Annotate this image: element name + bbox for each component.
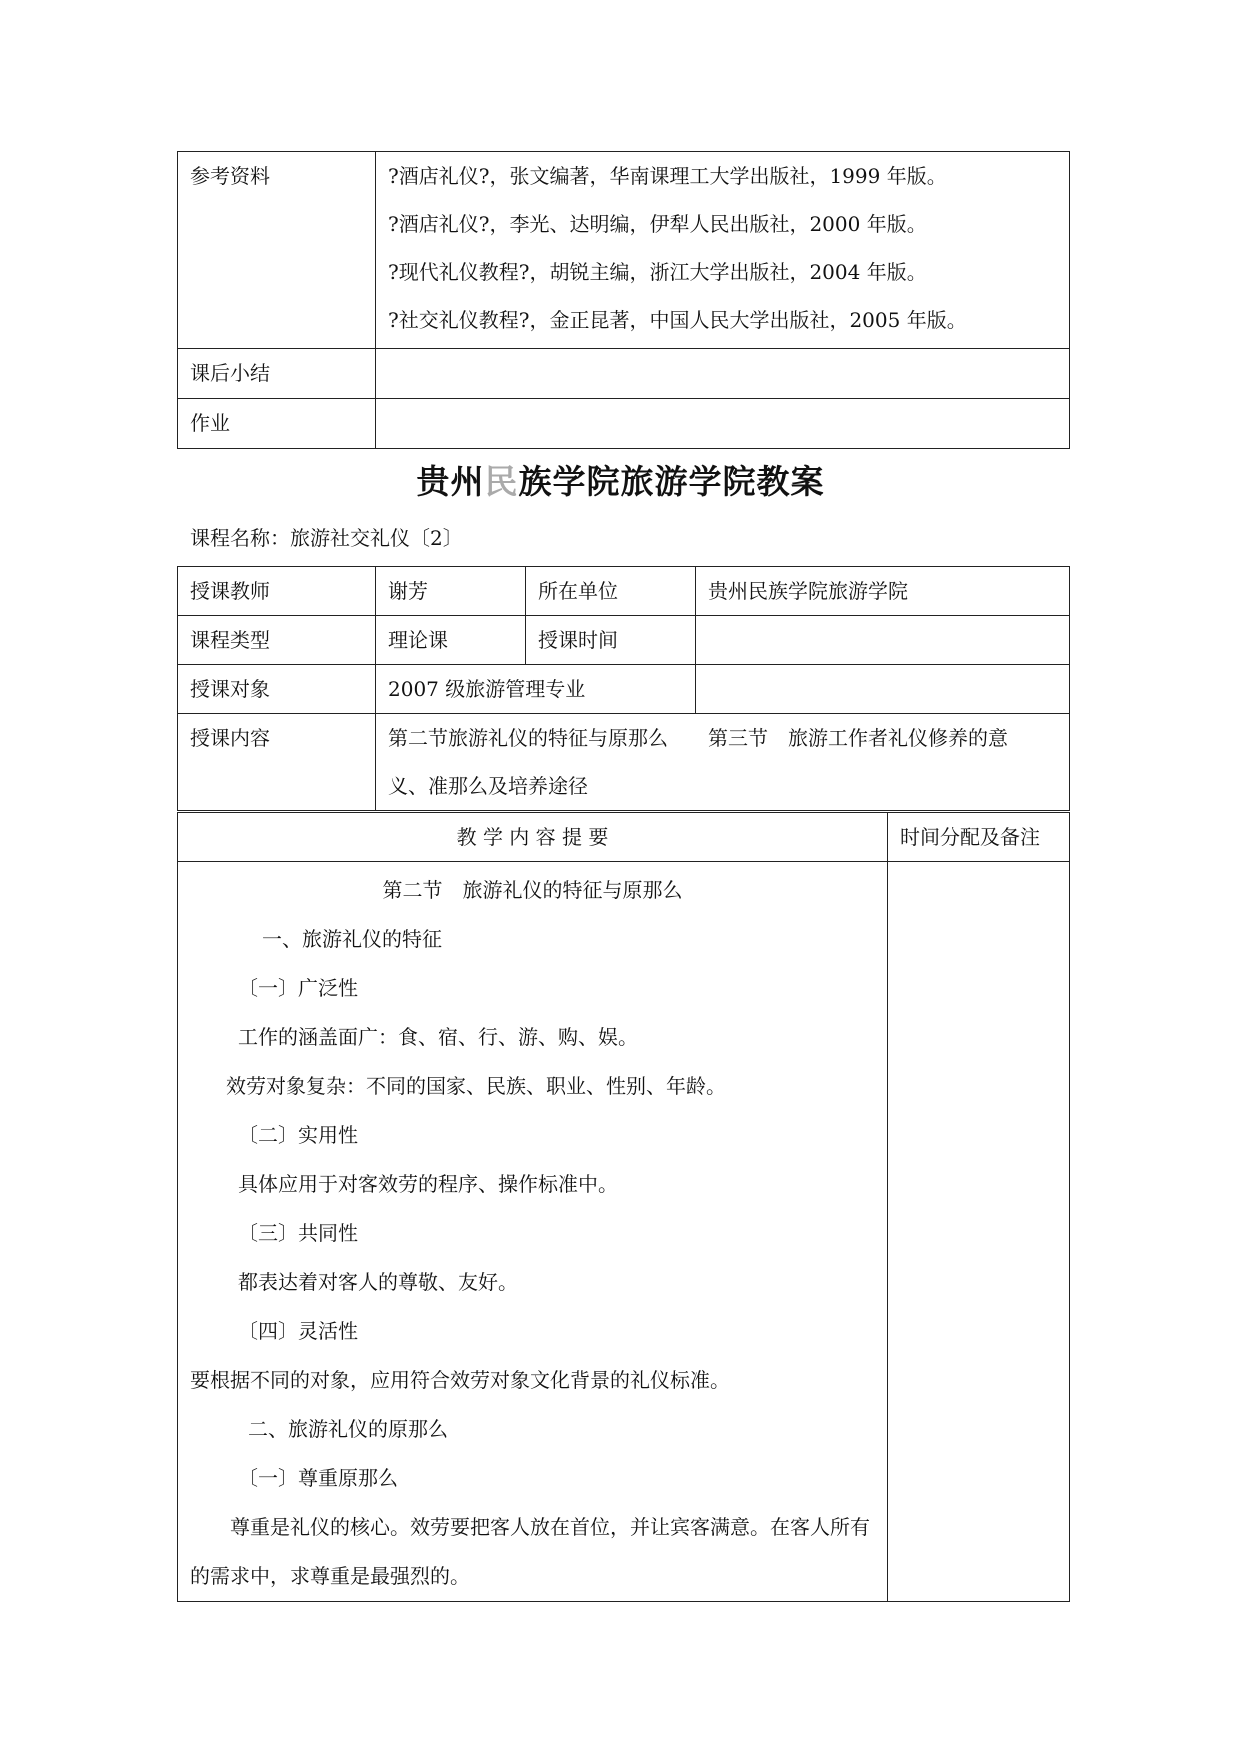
content-row (178, 714, 1070, 811)
reference-item: ?酒店礼仪?，张文编著，华南课理工大学出版社，1999 年版。 (388, 164, 947, 188)
heading: 一、旅游礼仪的特征 (262, 927, 442, 951)
unit-value: 贵州民族学院旅游学院 (696, 567, 1070, 616)
references-table (177, 151, 1070, 449)
content-value (376, 714, 1070, 811)
audience-value: 2007 级旅游管理专业 (376, 665, 696, 714)
content-label: 授课内容 (178, 714, 376, 811)
subheading: 〔三〕共同性 (238, 1221, 358, 1245)
paragraph: 具体应用于对客效劳的程序、操作标准中。 (238, 1172, 618, 1196)
unit-label: 所在单位 (526, 567, 696, 616)
summary-value (376, 349, 1070, 399)
references-label: 参考资料 (178, 152, 376, 349)
reference-item: ?酒店礼仪?，李光、达明编，伊犁人民出版社，2000 年版。 (388, 212, 927, 236)
course-info-table (177, 566, 1070, 811)
subheading: 〔二〕实用性 (238, 1123, 358, 1147)
homework-value (376, 399, 1070, 449)
teacher-label: 授课教师 (178, 567, 376, 616)
time-label: 授课时间 (526, 616, 696, 665)
content-line: 第二节旅游礼仪的特征与原那么 第三节 旅游工作者礼仪修养的意 (388, 726, 1008, 750)
title-part-faint: 民 (484, 462, 519, 501)
references-cell (376, 152, 1070, 349)
subheading: 〔一〕广泛性 (238, 976, 358, 1000)
reference-item: ?现代礼仪教程?，胡锐主编，浙江大学出版社，2004 年版。 (388, 260, 927, 284)
document-title (0, 456, 1241, 503)
title-part: 族学院旅游学院教案 (518, 462, 825, 501)
summary-row (178, 349, 1070, 399)
heading: 二、旅游礼仪的原那么 (248, 1417, 448, 1441)
reference-item: ?社交礼仪教程?，金正昆著，中国人民大学出版社，2005 年版。 (388, 308, 967, 332)
section-title: 第二节 旅游礼仪的特征与原那么 (382, 878, 683, 902)
teacher-row (178, 567, 1070, 616)
teaching-content-table (177, 812, 1070, 1602)
title-part: 贵州 (416, 462, 485, 501)
homework-row (178, 399, 1070, 449)
audience-empty (696, 665, 1070, 714)
paragraph: 工作的涵盖面广：食、宿、行、游、购、娱。 (238, 1025, 638, 1049)
subheading: 〔一〕尊重原那么 (238, 1466, 398, 1490)
subheading: 〔四〕灵活性 (238, 1319, 358, 1343)
paragraph: 效劳对象复杂：不同的国家、民族、职业、性别、年龄。 (226, 1074, 726, 1098)
audience-row (178, 665, 1070, 714)
content-body-row (178, 862, 1070, 1602)
content-line: 义、准那么及培养途径 (388, 774, 588, 798)
course-name: 课程名称：旅游社交礼仪〔2〕 (190, 526, 463, 550)
homework-label: 作业 (178, 399, 376, 449)
references-row (178, 152, 1070, 349)
content-header-main: 教 学 内 容 提 要 (178, 813, 888, 862)
content-side-notes (888, 862, 1070, 1602)
type-row (178, 616, 1070, 665)
content-body (178, 862, 888, 1602)
type-label: 课程类型 (178, 616, 376, 665)
audience-label: 授课对象 (178, 665, 376, 714)
teacher-value: 谢芳 (376, 567, 526, 616)
summary-label: 课后小结 (178, 349, 376, 399)
time-value (696, 616, 1070, 665)
content-header-row (178, 813, 1070, 862)
type-value: 理论课 (376, 616, 526, 665)
paragraph: 要根据不同的对象，应用符合效劳对象文化背景的礼仪标准。 (190, 1368, 730, 1392)
content-header-side: 时间分配及备注 (888, 813, 1070, 862)
paragraph: 尊重是礼仪的核心。效劳要把客人放在首位，并让宾客满意。在客人所有的需求中，求尊重是最强烈的。 (190, 1515, 870, 1588)
paragraph: 都表达着对客人的尊敬、友好。 (238, 1270, 518, 1294)
